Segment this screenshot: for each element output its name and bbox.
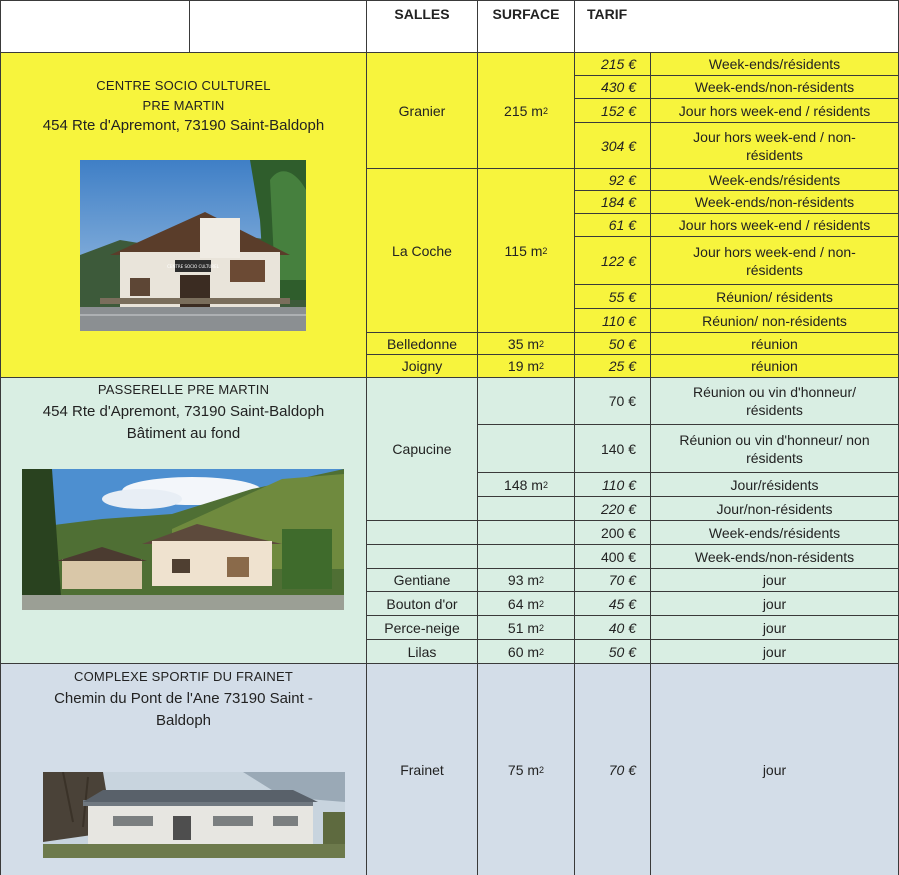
rate-desc: Réunion/ non-résidents bbox=[651, 309, 899, 333]
rate-price: 70 € bbox=[575, 569, 651, 592]
room-bouton-surface: 64 m 2 bbox=[478, 592, 575, 616]
rate-price: 40 € bbox=[575, 616, 651, 640]
header-tarif: TARIF bbox=[575, 0, 899, 53]
rate-price: 220 € bbox=[575, 497, 651, 521]
room-granier-surface-value: 215 m bbox=[504, 102, 543, 119]
room-lilas-surface-value: 60 m bbox=[507, 643, 540, 660]
room-gentiane-surface-value: 93 m bbox=[507, 572, 540, 588]
rate-desc: Réunion ou vin d'honneur/ non résidents bbox=[651, 425, 899, 473]
header-salles: SALLES bbox=[367, 0, 478, 53]
rate-price: 200 € bbox=[575, 521, 651, 545]
room-perce-surface: 51 m 2 bbox=[478, 616, 575, 640]
room-lacoche-surface-value: 115 m bbox=[504, 242, 543, 259]
room-capucine-surface-blank-2 bbox=[478, 425, 575, 473]
rate-desc: Jour/non-résidents bbox=[651, 497, 899, 521]
room-frainet-surface: 75 m 2 bbox=[478, 664, 575, 875]
site-1-name: CENTRE SOCIO CULTUREL bbox=[96, 78, 271, 93]
rate-price: 110 € bbox=[575, 309, 651, 333]
room-lilas-name: Lilas bbox=[367, 640, 478, 664]
room-gentiane-name: Gentiane bbox=[367, 569, 478, 592]
room-frainet-surface-value: 75 m bbox=[507, 761, 540, 778]
room-capucine-surface: 148 m 2 bbox=[478, 473, 575, 497]
rate-price: 122 € bbox=[575, 237, 651, 285]
rate-desc: Réunion ou vin d'honneur/ résidents bbox=[651, 378, 899, 425]
site-2-note: Bâtiment au fond bbox=[126, 425, 241, 442]
room-capucine-surface-value: 148 m bbox=[504, 476, 543, 493]
site-3-info bbox=[0, 667, 367, 732]
room-capucine-surface-blank-5 bbox=[478, 545, 575, 569]
room-perce-surface-value: 51 m bbox=[507, 619, 540, 636]
room-capucine-surface-blank-3 bbox=[478, 497, 575, 521]
site-1-address: 454 Rte d'Apremont, 73190 Saint-Baldoph bbox=[42, 117, 325, 134]
rate-desc: Jour hors week-end / non-résidents bbox=[651, 237, 899, 285]
room-belledonne-surface-value: 35 m bbox=[507, 335, 540, 352]
rate-desc: Week-ends/non-résidents bbox=[651, 545, 899, 569]
rate-price: 55 € bbox=[575, 285, 651, 309]
rate-price: 140 € bbox=[575, 425, 651, 473]
site-3-address-1: Chemin du Pont de l'Ane 73190 Saint - bbox=[54, 690, 313, 707]
site-1-photo bbox=[80, 160, 306, 331]
room-lacoche-surface: 115 m 2 bbox=[478, 169, 575, 333]
room-perce-name: Perce-neige bbox=[367, 616, 478, 640]
rate-price: 70 € bbox=[575, 664, 651, 875]
header-surface: SURFACE bbox=[478, 0, 575, 53]
rate-price: 215 € bbox=[575, 53, 651, 76]
rate-desc: Week-ends/non-résidents bbox=[651, 191, 899, 214]
rate-desc: Jour hors week-end / non-résidents bbox=[651, 123, 899, 169]
rate-price: 430 € bbox=[575, 76, 651, 99]
rate-price: 25 € bbox=[575, 355, 651, 378]
site-3-address-2: Baldoph bbox=[155, 712, 212, 729]
rate-desc: jour bbox=[651, 616, 899, 640]
rate-desc: Week-ends/résidents bbox=[651, 53, 899, 76]
rate-price: 45 € bbox=[575, 592, 651, 616]
room-lilas-surface: 60 m 2 bbox=[478, 640, 575, 664]
room-joigny-surface-value: 19 m bbox=[507, 358, 540, 374]
header-blank-1 bbox=[0, 0, 190, 53]
room-bouton-name: Bouton d'or bbox=[367, 592, 478, 616]
site-3-photo bbox=[43, 772, 345, 858]
rate-desc: jour bbox=[651, 592, 899, 616]
rate-price: 50 € bbox=[575, 640, 651, 664]
site-1-name-2: PRE MARTIN bbox=[142, 98, 225, 113]
room-gentiane-surface: 93 m 2 bbox=[478, 569, 575, 592]
site-2-info bbox=[0, 380, 367, 445]
rate-price: 110 € bbox=[575, 473, 651, 497]
rate-price: 50 € bbox=[575, 333, 651, 355]
header-blank-2 bbox=[190, 0, 367, 53]
rate-price: 400 € bbox=[575, 545, 651, 569]
rate-desc: Jour hors week-end / résidents bbox=[651, 214, 899, 237]
site-2-photo bbox=[22, 469, 344, 610]
rate-price: 152 € bbox=[575, 99, 651, 123]
room-belledonne-name: Belledonne bbox=[367, 333, 478, 355]
rate-desc: Week-ends/non-résidents bbox=[651, 76, 899, 99]
rate-desc: Réunion/ résidents bbox=[651, 285, 899, 309]
room-joigny-name: Joigny bbox=[367, 355, 478, 378]
rate-desc: réunion bbox=[651, 355, 899, 378]
rate-desc: réunion bbox=[651, 333, 899, 355]
rate-desc: Jour hors week-end / résidents bbox=[651, 99, 899, 123]
rate-desc: jour bbox=[651, 569, 899, 592]
room-granier-surface: 215 m 2 bbox=[478, 53, 575, 169]
room-frainet-name: Frainet bbox=[367, 664, 478, 875]
site-1-info bbox=[0, 76, 367, 136]
rate-desc: Week-ends/résidents bbox=[651, 169, 899, 191]
rate-desc: Week-ends/résidents bbox=[651, 521, 899, 545]
rate-price: 184 € bbox=[575, 191, 651, 214]
rate-desc: jour bbox=[651, 640, 899, 664]
site-3-name: COMPLEXE SPORTIF DU FRAINET bbox=[74, 669, 293, 684]
svg-text:CENTRE SOCIO CULTUREL: CENTRE SOCIO CULTUREL bbox=[167, 264, 219, 269]
room-capucine-surface-blank-4 bbox=[478, 521, 575, 545]
room-bouton-surface-value: 64 m bbox=[507, 595, 540, 612]
room-joigny-surface: 19 m 2 bbox=[478, 355, 575, 378]
room-lacoche-name: La Coche bbox=[367, 169, 478, 333]
rate-desc: Jour/résidents bbox=[651, 473, 899, 497]
rate-price: 92 € bbox=[575, 169, 651, 191]
rate-price: 61 € bbox=[575, 214, 651, 237]
room-capucine-name-blank-2 bbox=[367, 545, 478, 569]
room-belledonne-surface: 35 m 2 bbox=[478, 333, 575, 355]
room-capucine-name: Capucine bbox=[367, 378, 478, 521]
rate-desc: jour bbox=[651, 664, 899, 875]
rate-price: 304 € bbox=[575, 123, 651, 169]
room-capucine-surface-blank-1 bbox=[478, 378, 575, 425]
site-2-address: 454 Rte d'Apremont, 73190 Saint-Baldoph bbox=[42, 403, 325, 420]
room-granier-name: Granier bbox=[367, 53, 478, 169]
room-capucine-name-blank-1 bbox=[367, 521, 478, 545]
rate-price: 70 € bbox=[575, 378, 651, 425]
site-2-name: PASSERELLE PRE MARTIN bbox=[97, 382, 270, 397]
